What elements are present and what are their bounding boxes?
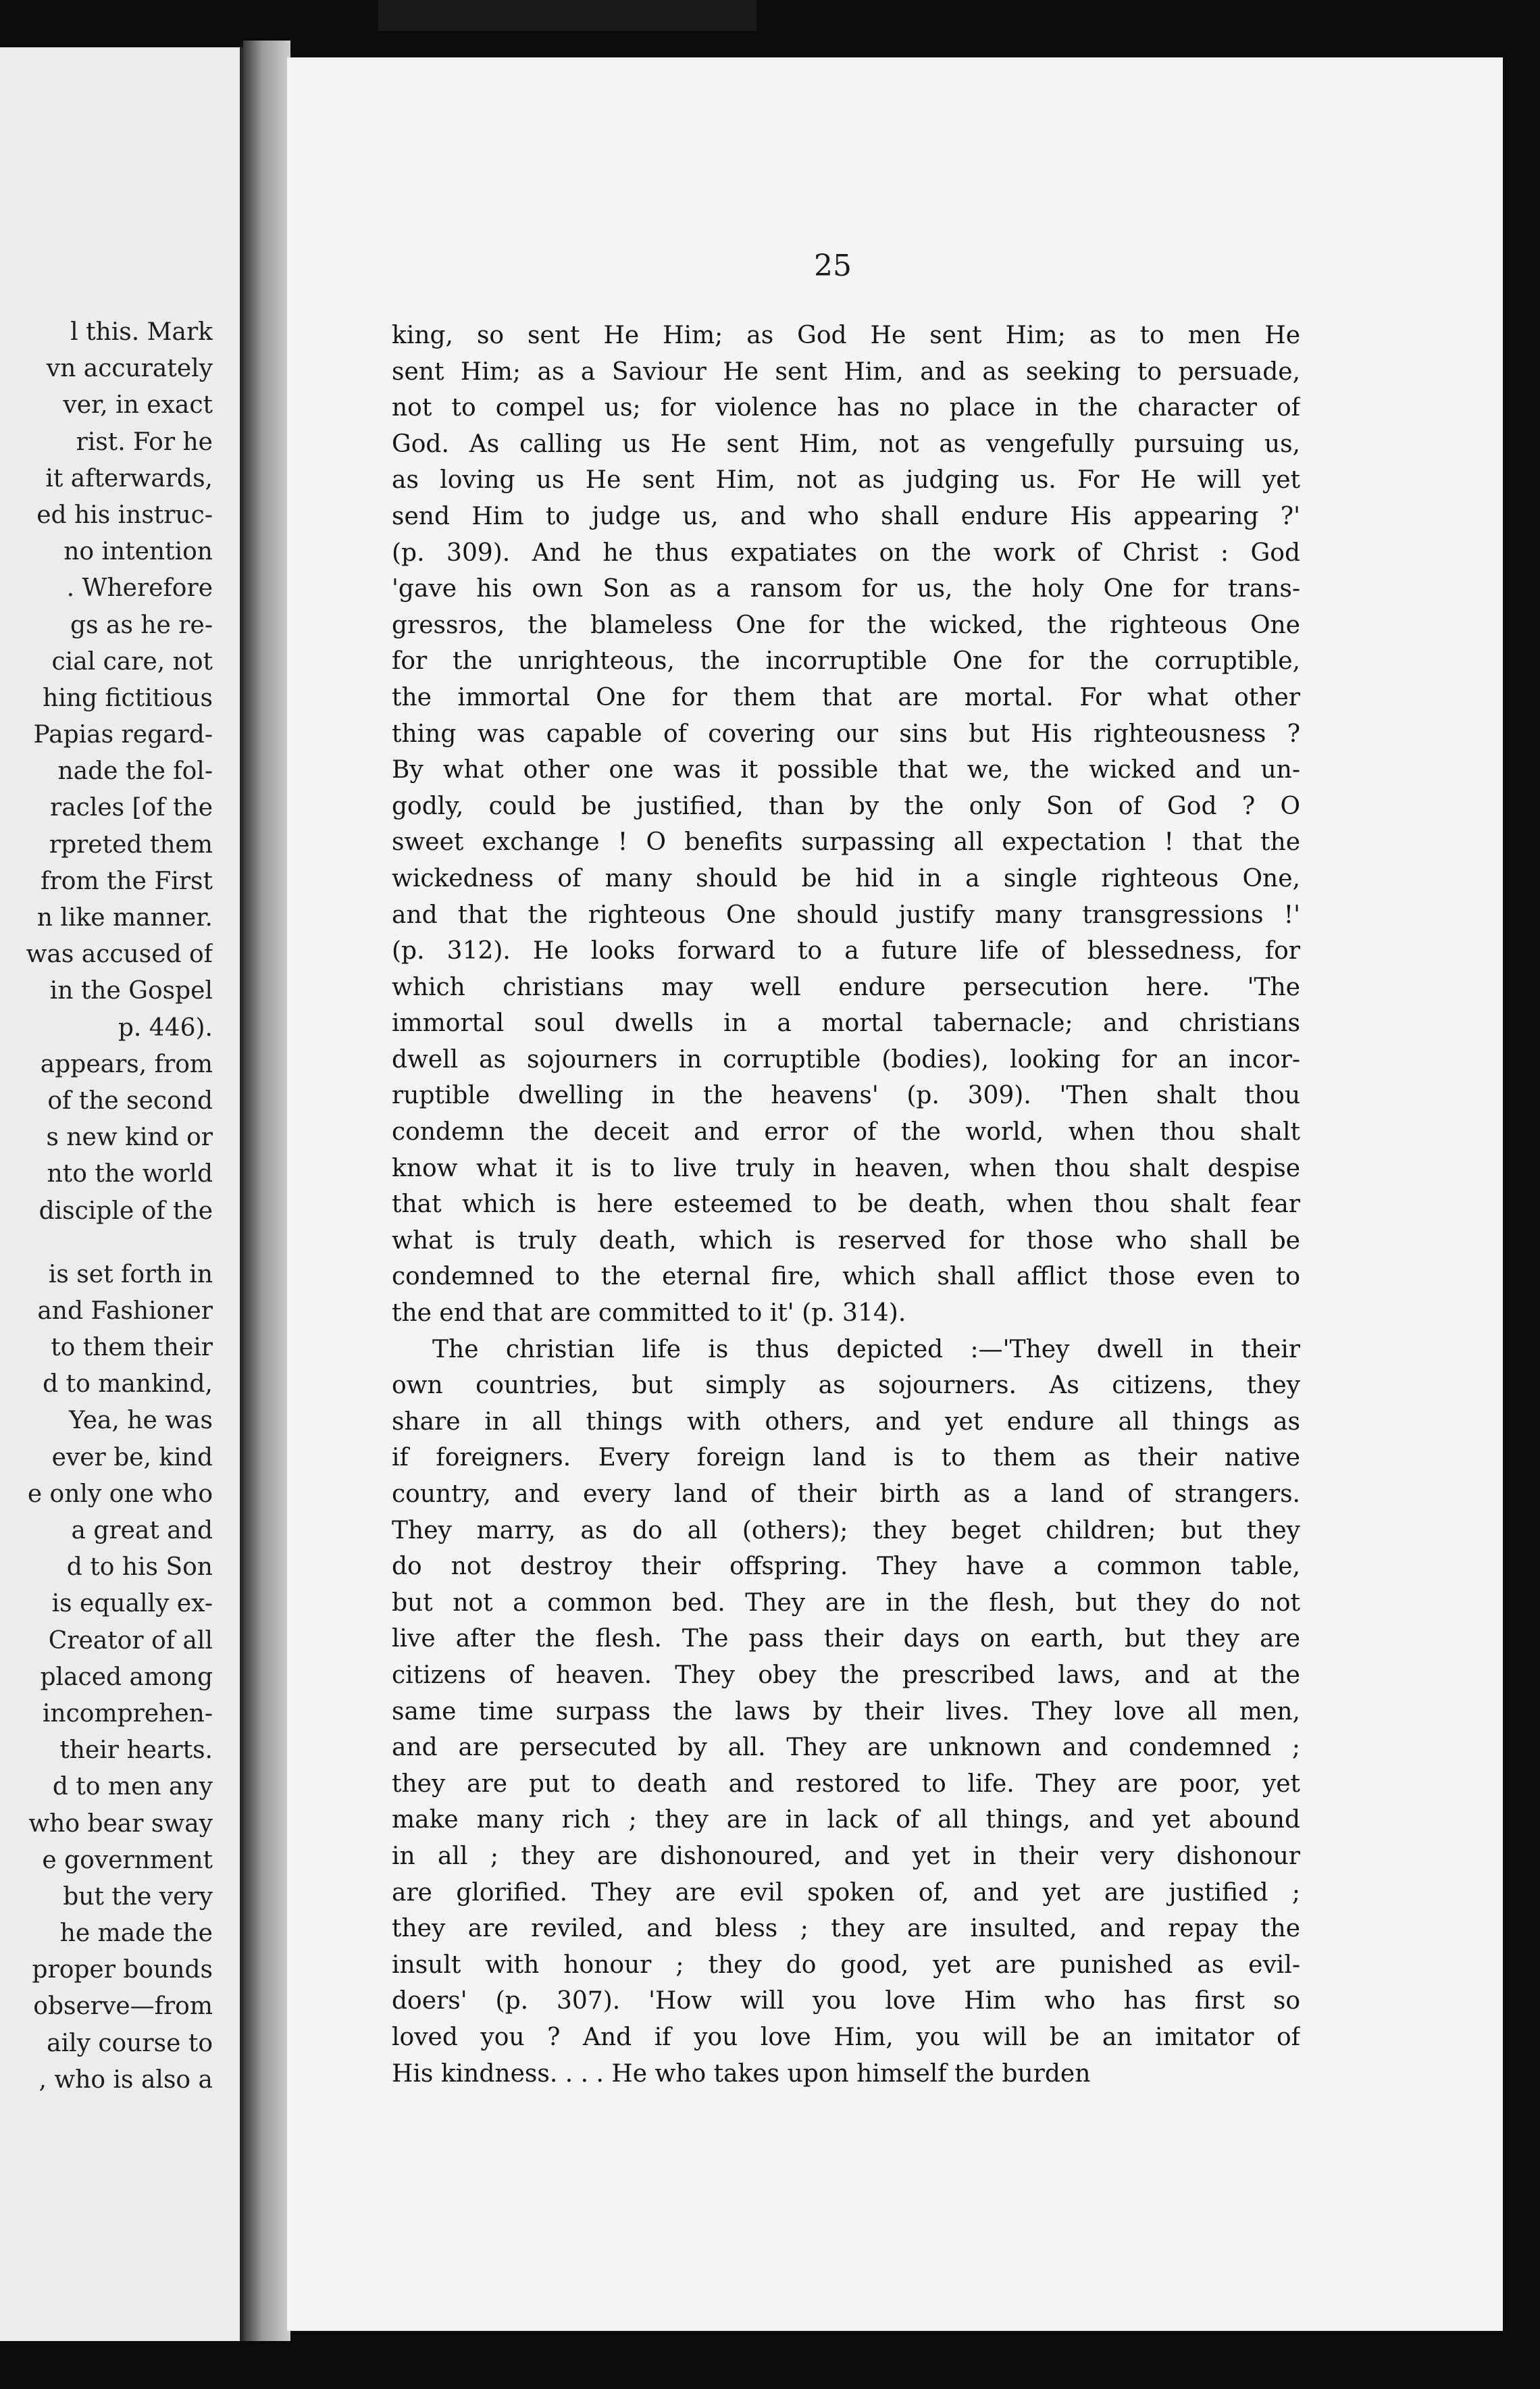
text-line: God. As calling us He sent Him, not as vengefully pursuing us, — [392, 430, 1300, 458]
left-page-line: rpreted them — [49, 830, 213, 859]
text-line: the end that are committed to it' (p. 314). — [392, 1299, 906, 1328]
left-page-line: disciple of the — [38, 1197, 213, 1225]
left-page-line: their hearts. — [59, 1736, 213, 1765]
text-line: that which is here esteemed to be death, when thou shalt fear — [392, 1190, 1300, 1219]
left-page-line: nade the fol- — [57, 757, 213, 786]
text-line: but not a common bed. They are in the flesh, but they do not — [392, 1588, 1300, 1617]
left-page-line: of the second — [47, 1086, 213, 1115]
page-number: 25 — [814, 249, 852, 283]
text-line: king, so sent He Him; as God He sent Him; as to men He — [392, 322, 1300, 349]
text-line: share in all things with others, and yet endure all things as — [392, 1407, 1300, 1436]
left-page-line: p. 446). — [118, 1013, 213, 1042]
text-line: godly, could be justified, than by the only Son of God ? O — [392, 792, 1300, 820]
left-page-line: observe—from — [33, 1992, 213, 2021]
left-page-line: in the Gospel — [49, 977, 213, 1005]
left-page-line: rist. For he — [76, 428, 213, 456]
text-line: thing was capable of covering our sins but His righteousness ? — [392, 720, 1300, 748]
left-page-line: aily course to — [47, 2029, 213, 2057]
text-line: for the unrighteous, the incorruptible One for the corruptible, — [392, 647, 1300, 676]
left-page-line: e government — [42, 1846, 213, 1874]
text-line: The christian life is thus depicted :—'They dwell in their — [432, 1335, 1300, 1363]
text-line: own countries, but simply as sojourners. As citizens, they — [392, 1372, 1300, 1400]
left-page-line: ed his instruc- — [36, 501, 213, 529]
left-page-line: but the very — [63, 1882, 213, 1911]
text-line: live after the flesh. The pass their days on earth, but they are — [392, 1625, 1300, 1653]
left-page-line: vn accurately — [46, 355, 213, 383]
left-page-line: Creator of all — [48, 1626, 213, 1655]
top-tear — [378, 0, 756, 31]
text-line: send Him to judge us, and who shall endure His appearing ?' — [392, 502, 1300, 530]
text-line: which christians may well endure persecution here. 'The — [392, 973, 1300, 1001]
left-page-line: incomprehen- — [42, 1699, 213, 1728]
left-page-line: gs as he re- — [70, 611, 213, 639]
text-line: insult with honour ; they do good, yet are punished as evil- — [392, 1951, 1300, 1979]
text-line: immortal soul dwells in a mortal tabernacle; and christians — [392, 1009, 1300, 1038]
left-page-line: to them their — [51, 1334, 213, 1362]
text-line: what is truly death, which is reserved for those who shall be — [392, 1226, 1300, 1255]
left-page-line — [0, 1230, 213, 1257]
left-page-line: ver, in exact — [63, 391, 213, 420]
left-page-line: n like manner. — [36, 904, 213, 932]
text-line: dwell as sojourners in corruptible (bodies), looking for an incor- — [392, 1045, 1300, 1074]
left-page-line: placed among — [40, 1663, 213, 1691]
text-line: ruptible dwelling in the heavens' (p. 309). 'Then shalt thou — [392, 1082, 1300, 1110]
text-line: same time surpass the laws by their lives. They love all men, — [392, 1697, 1300, 1726]
text-line: 'gave his own Son as a ransom for us, the holy One for trans- — [392, 575, 1300, 603]
text-line: sent Him; as a Saviour He sent Him, and as seeking to persuade, — [392, 357, 1300, 386]
left-page-line: l this. Mark — [70, 318, 213, 346]
left-page-line: s new kind or — [46, 1124, 213, 1152]
body-text — [392, 318, 1300, 2092]
text-line: His kindness. . . . He who takes upon himself the burden — [392, 2059, 1091, 2088]
text-line: sweet exchange ! O benefits surpassing all expectation ! that the — [392, 828, 1300, 857]
left-page-line: Yea, he was — [69, 1407, 213, 1435]
text-line: do not destroy their offspring. They have a common table, — [392, 1553, 1300, 1581]
text-line: (p. 309). And he thus expatiates on the work of Christ : God — [392, 538, 1300, 567]
text-line: they are put to death and restored to life. They are poor, yet — [392, 1769, 1300, 1798]
left-page-line: proper bounds — [32, 1956, 213, 1984]
left-page-line: a great and — [71, 1517, 213, 1544]
left-page-line: . Wherefore — [66, 574, 213, 603]
left-page-line: Papias regard- — [33, 721, 213, 749]
left-page-text — [0, 314, 213, 2098]
text-line: not to compel us; for violence has no place in the character of — [392, 394, 1300, 422]
left-page-line: e only one who — [27, 1480, 213, 1508]
text-line: (p. 312). He looks forward to a future life of blessedness, for — [392, 937, 1300, 965]
text-line: condemned to the eternal fire, which shall afflict those even to — [392, 1263, 1300, 1291]
text-line: wickedness of many should be hid in a single righteous One, — [392, 864, 1300, 892]
left-page-line: ever be, kind — [51, 1443, 213, 1472]
left-page-line: he made the — [59, 1919, 213, 1948]
text-line: and that the righteous One should justify many transgressions !' — [392, 901, 1300, 929]
text-line: they are reviled, and bless ; they are insulted, and repay the — [392, 1915, 1300, 1943]
text-line: country, and every land of their birth as a land of strangers. — [392, 1480, 1300, 1508]
text-line: are glorified. They are evil spoken of, and yet are justified ; — [392, 1878, 1300, 1907]
text-line: know what it is to live truly in heaven, when thou shalt despise — [392, 1154, 1300, 1182]
left-page-line: d to his Son — [66, 1553, 213, 1582]
left-page-line: , who is also a — [38, 2065, 213, 2094]
text-line: if foreigners. Every foreign land is to them as their native — [392, 1444, 1300, 1472]
left-page-line: hing fictitious — [43, 684, 213, 712]
text-line: and are persecuted by all. They are unknown and condemned ; — [392, 1734, 1300, 1762]
text-line: make many rich ; they are in lack of all things, and yet abound — [392, 1806, 1300, 1834]
text-line: loved you ? And if you love Him, you will be an imitator of — [392, 2023, 1300, 2051]
text-line: condemn the deceit and error of the world, when thou shalt — [392, 1118, 1300, 1147]
text-line: in all ; they are dishonoured, and yet in their very dishonour — [392, 1842, 1300, 1870]
left-page-line: no intention — [63, 538, 213, 566]
left-page-line: appears, from — [40, 1050, 213, 1078]
left-page-line: from the First — [41, 867, 213, 895]
left-page-line: is equally ex- — [51, 1590, 213, 1618]
left-page — [0, 47, 244, 2341]
left-page-line: it afterwards, — [45, 464, 213, 493]
left-page-line: was accused of — [26, 940, 213, 969]
left-page-line: nto the world — [47, 1160, 213, 1188]
left-page-line: and Fashioner — [37, 1297, 213, 1325]
left-page-line: who bear sway — [28, 1809, 213, 1838]
left-page-line: d to men any — [52, 1773, 213, 1801]
page-gutter — [243, 41, 290, 2341]
left-page-line: cial care, not — [51, 647, 213, 676]
left-page-line: racles [of the — [49, 794, 213, 822]
left-page-line: d to mankind, — [43, 1370, 213, 1399]
text-line: doers' (p. 307). 'How will you love Him who has first so — [392, 1987, 1300, 2015]
text-line: By what other one was it possible that we, the wicked and un- — [392, 756, 1300, 784]
text-line: citizens of heaven. They obey the prescribed laws, and at the — [392, 1661, 1300, 1689]
text-line: They marry, as do all (others); they beget children; but they — [392, 1516, 1300, 1544]
text-line: as loving us He sent Him, not as judging us. For He will yet — [392, 466, 1300, 495]
left-page-line: is set forth in — [48, 1260, 213, 1288]
text-line: the immortal One for them that are mortal. For what other — [392, 683, 1300, 711]
text-line: gressros, the blameless One for the wicked, the righteous One — [392, 611, 1300, 639]
